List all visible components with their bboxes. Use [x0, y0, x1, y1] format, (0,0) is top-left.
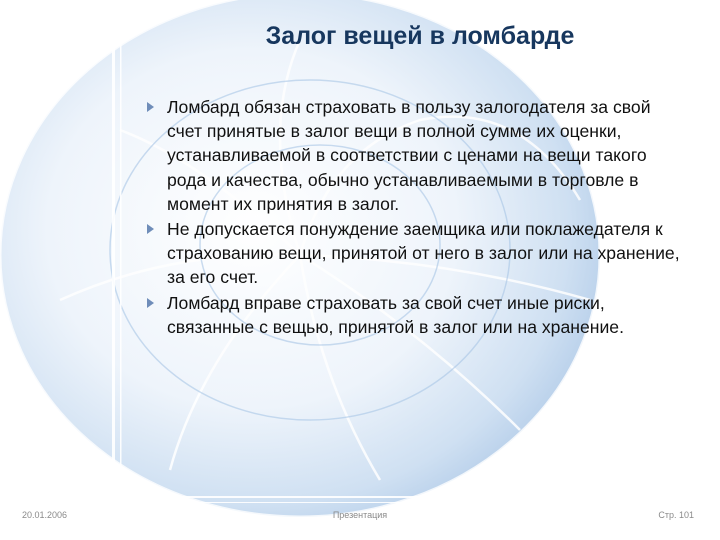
bullet-text: Ломбард обязан страховать в пользу залогодателя за свой счет принятые в залог вещи в полной сумме их оценки, устанавливаемой в соответствии с ценами на вещи такого рода и качества, обычно устанавливаемыми в торговле в момент их принятия в залог. [167, 97, 651, 214]
slide-title: Залог вещей в ломбарде [265, 22, 575, 50]
triangle-right-icon [147, 102, 154, 112]
bullet-item [145, 291, 690, 339]
triangle-right-icon [147, 298, 154, 308]
footer-center-text: Презентация [332, 510, 388, 520]
footer-date: 20.01.2006 [22, 510, 68, 520]
bullet-text: Не допускается понуждение заемщика или поклажедателя к страхованию вещи, принятой от него в залог или на хранение, за его счет. [167, 219, 680, 288]
footer-page-number: Стр. 101 [658, 510, 694, 520]
bullet-text: Ломбард вправе страховать за свой счет иные риски, связанные с вещью, принятой в залог или на хранение. [167, 292, 624, 337]
bullet-list [145, 95, 690, 340]
triangle-right-icon [147, 224, 154, 234]
bullet-item [145, 217, 690, 290]
bullet-item [145, 95, 690, 216]
